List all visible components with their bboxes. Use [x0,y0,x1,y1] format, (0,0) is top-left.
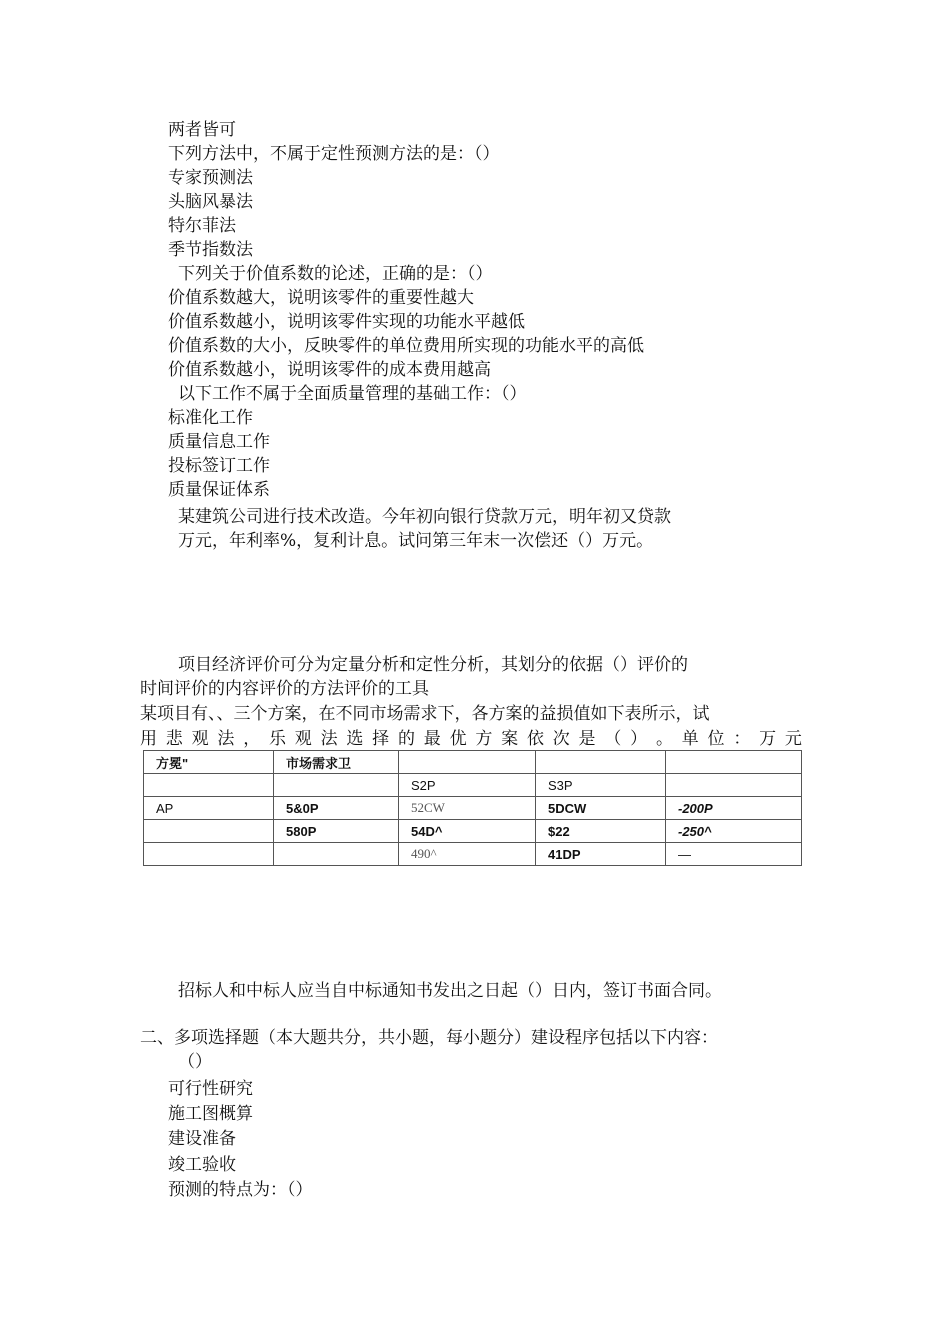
table-cell: S3P [536,774,666,797]
char: ， [243,729,261,749]
option-text: 质量信息工作 [168,432,270,452]
question-text: 项目经济评价可分为定量分析和定性分析，其划分的依据（）评价的 [178,655,688,675]
char: 是 [578,729,596,749]
char: ： [733,729,751,749]
option-text: 季节指数法 [168,240,253,260]
table-cell: 41DP [536,843,666,866]
char: 万 [759,729,777,749]
char: 悲 [165,729,183,749]
char: 法 [320,729,338,749]
question-text: 以下工作不属于全面质量管理的基础工作：（） [178,384,527,404]
char: 次 [552,729,570,749]
char: 观 [294,729,312,749]
option-text: 质量保证体系 [168,480,270,500]
table-header-cell [399,751,536,774]
option-text: 建设准备 [168,1129,236,1149]
option-text: 两者皆可 [168,120,236,140]
table-cell: 580P [274,820,399,843]
char: 单 [681,729,699,749]
char: ） [630,729,648,749]
table-cell [274,774,399,797]
option-text: 投标签订工作 [168,456,270,476]
option-text: 价值系数越小，说明该零件实现的功能水平越低 [168,312,525,332]
table-cell: AP [144,797,274,820]
option-text: 施工图概算 [168,1104,253,1124]
table-subheader-row [144,774,802,797]
char: 优 [449,729,467,749]
question-text: 招标人和中标人应当自中标通知书发出之日起（）日内，签订书面合同。 [178,981,722,1001]
option-text: 特尔菲法 [168,216,236,236]
char: 元 [784,729,802,749]
table-row [144,843,802,866]
option-text: 可行性研究 [168,1079,253,1099]
table-header-cell [666,751,802,774]
table-header-row [144,751,802,774]
question-text: （） [178,1052,212,1072]
question-text: 下列方法中，不属于定性预测方法的是：（） [168,144,500,164]
table-cell: 490^ [399,843,536,866]
char: 最 [423,729,441,749]
table-row [144,797,802,820]
table-cell: $22 [536,820,666,843]
table-header-cell: 方冕" [144,751,274,774]
table-cell: 5DCW [536,797,666,820]
table-cell [144,774,274,797]
char: 方 [475,729,493,749]
char: 法 [217,729,235,749]
option-text: 标准化工作 [168,408,253,428]
question-text: 预测的特点为：（） [168,1180,313,1200]
table-row [144,820,802,843]
option-text: 头脑风暴法 [168,192,253,212]
table-cell [144,843,274,866]
char: 依 [526,729,544,749]
option-text: 价值系数越大，说明该零件的重要性越大 [168,288,474,308]
char: 乐 [268,729,286,749]
question-text: 万元，年利率%，复利计息。试问第三年末一次偿还（）万元。 [178,531,654,551]
table-cell: 5&0P [274,797,399,820]
char: 位 [707,729,725,749]
table-cell: 54D^ [399,820,536,843]
char: 观 [191,729,209,749]
question-text-justified [140,728,802,750]
option-text: 价值系数的大小，反映零件的单位费用所实现的功能水平的高低 [168,336,644,356]
option-text: 时间评价的内容评价的方法评价的工具 [140,679,429,699]
question-text: 下列关于价值系数的论述，正确的是：（） [178,264,493,284]
question-text: 某建筑公司进行技术改造。今年初向银行贷款万元，明年初又贷款 [178,507,671,527]
table-header-cell [536,751,666,774]
table-cell [666,774,802,797]
option-text: 专家预测法 [168,168,253,188]
char: 选 [346,729,364,749]
option-text: 竣工验收 [168,1155,236,1175]
char: 案 [501,729,519,749]
table-cell: -250^ [666,820,802,843]
table-cell [144,820,274,843]
char: 的 [397,729,415,749]
char: （ [604,729,622,749]
table-header-cell: 市场需求卫 [274,751,399,774]
table-cell [274,843,399,866]
table-cell: S2P [399,774,536,797]
char: 。 [655,729,673,749]
question-text: 某项目有、、三个方案，在不同市场需求下，各方案的益损值如下表所示，试 [140,704,710,724]
table-cell: -200P [666,797,802,820]
char: 择 [372,729,390,749]
table-cell: 52CW [399,797,536,820]
section-heading: 二、多项选择题（本大题共分，共小题，每小题分）建设程序包括以下内容： [140,1028,718,1048]
option-text: 价值系数越小，说明该零件的成本费用越高 [168,360,491,380]
payoff-table [143,750,802,866]
table-cell: — [666,843,802,866]
char: 用 [140,729,157,749]
